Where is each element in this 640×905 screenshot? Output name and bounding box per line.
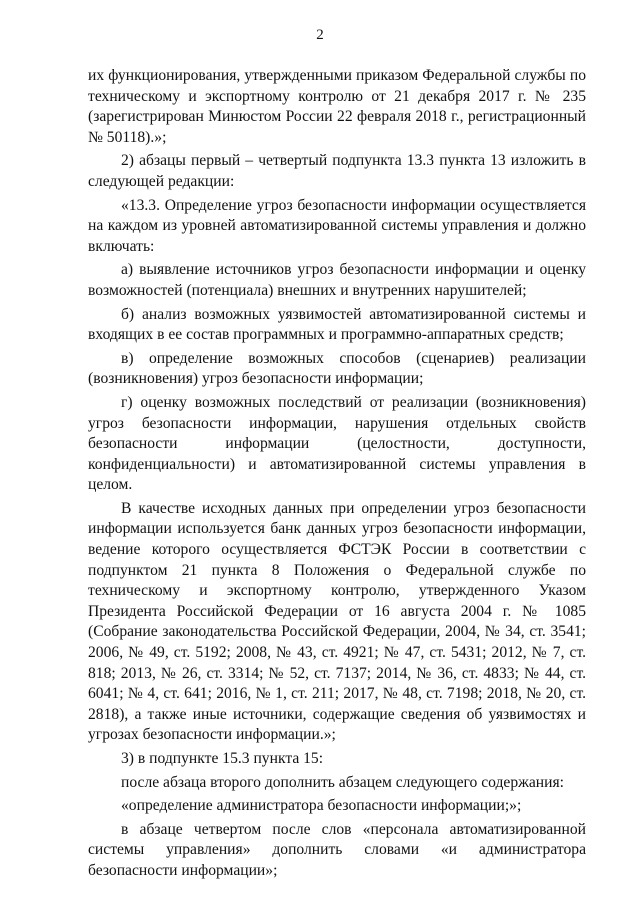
paragraph-sub-b: б) анализ возможных уязвимостей автоматизированной системы и входящих в ее состав программных и программно-аппаратных средств;: [88, 305, 586, 344]
paragraph-sub-v: в) определение возможных способов (сценариев) реализации (возникновения) угроз безопасности информации;: [88, 349, 586, 388]
paragraph-add-after: после абзаца второго дополнить абзацем следующего содержания:: [121, 773, 565, 791]
document-body: [88, 66, 586, 885]
paragraph-fourth-abzac: в абзаце четвертом после слов «персонала автоматизированной системы управления» дополнить словами «и администратора безопасности информации»;: [88, 820, 586, 879]
paragraph-sub-a: а) выявление источников угроз безопасности информации и оценку возможностей (потенциала) внешних и внутренних нарушителей;: [88, 261, 586, 299]
paragraph-sub-g: г) оценку возможных последствий от реализации (возникновения) угроз безопасности информации, нарушения отдельных свойств безопасности информации (целостности, доступности, конфиденциальности) и автоматизированной системы управления в целом.: [88, 393, 586, 494]
paragraph-quote: «определение администратора безопасности информации;»;: [121, 797, 522, 815]
paragraph-13-3: «13.3. Определение угроз безопасности информации осуществляется на каждом из уровней автоматизированной системы управления и должно включать:: [88, 196, 586, 255]
paragraph-item-2: 2) абзацы первый – четвертый подпункта 13.3 пункта 13 изложить в следующей редакции:: [88, 152, 586, 190]
paragraph-continuation: их функционирования, утвержденными приказом Федеральной службы по техническому и экспортному контролю от 21 декабря 2017 г. № 235 (зарегистрирован Минюстом России 22 февраля 2018 г., регистрационный № 50118).»;: [88, 67, 586, 146]
page-number: 2: [316, 27, 324, 43]
paragraph-item-3: 3) в подпункте 15.3 пункта 15:: [121, 750, 324, 767]
paragraph-source-data: В качестве исходных данных при определении угроз безопасности информации используется банк данных угроз безопасности информации, ведение которого осуществляется ФСТЭК России в соответствии с подпунктом 21 пункта 8 Положения о Федеральной службе по техническому и экспортному контролю, утвержденного Указом Президента Российской Федерации от 16 августа 2004 г. № 1085 (Собрание законодательства Российской Федерации, 2004, № 34, ст. 3541; 2006, № 49, ст. 5192; 2008, № 43, ст. 4921; № 47, ст. 5431; 2012, № 7, ст. 818; 2013, № 26, ст. 3314; № 52, ст. 7137; 2014, № 36, ст. 4833; № 44, ст. 6041; № 4, ст. 641; 2016, № 1, ст. 211; 2017, № 48, ст. 7198; 2018, № 20, ст. 2818), а также иные источники, содержащие сведения об уязвимостях и угрозах безопасности информации.»;: [88, 499, 586, 744]
